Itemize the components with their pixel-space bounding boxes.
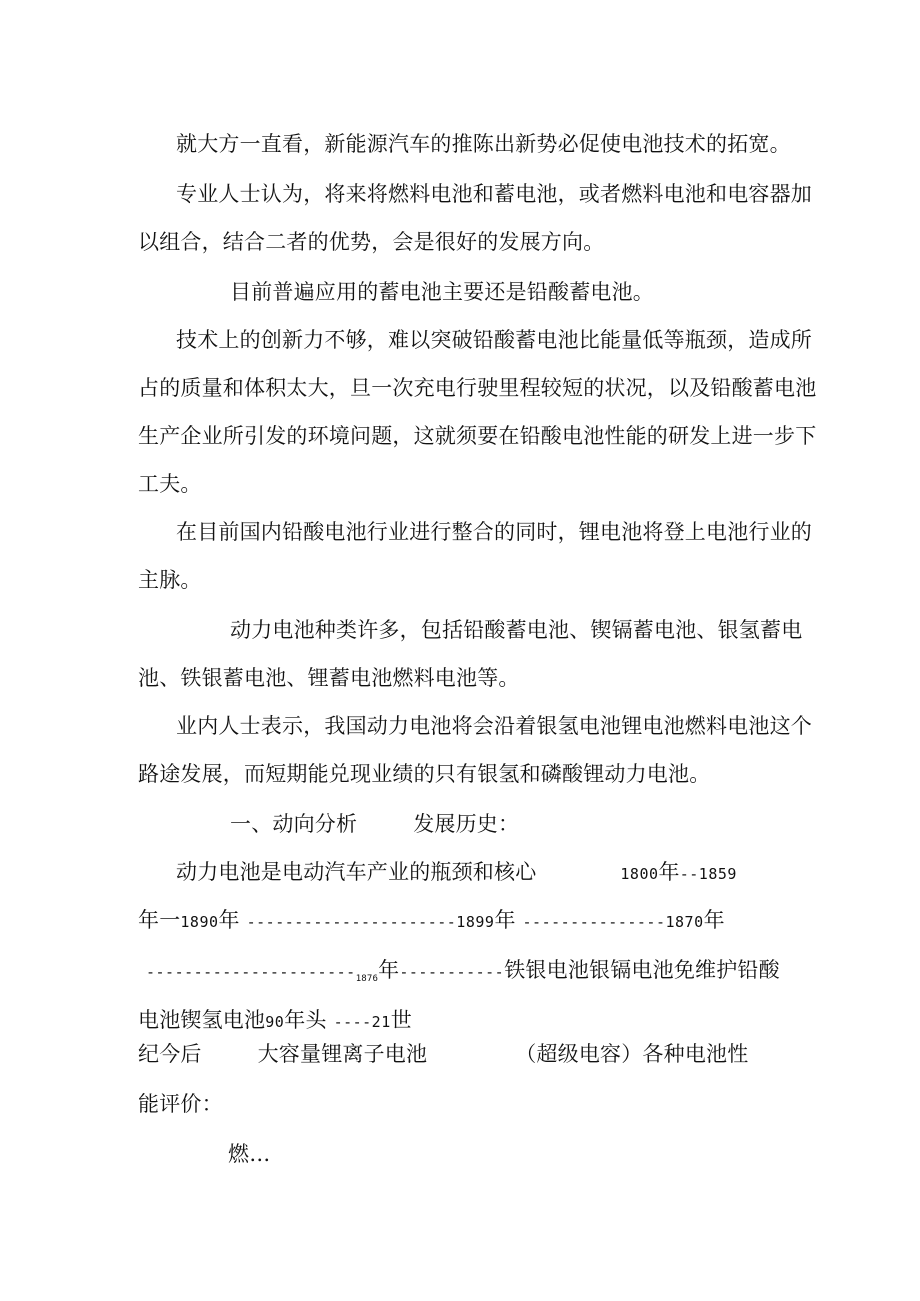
timeline-dash: --1859 — [679, 865, 737, 883]
year-90: 90 — [265, 1013, 285, 1031]
era-text: 年头 — [284, 1008, 327, 1032]
paragraph-6-line-2: 池、铁银蓄电池、锂蓄电池燃料电池等。 — [138, 666, 520, 690]
paragraph-2-line-1: 专业人士认为，将来将燃料电池和蓄电池，或者燃料电池和电容器加 — [176, 182, 812, 206]
history-intro-text: 动力电池是电动汽车产业的瓶颈和核心 — [176, 860, 537, 884]
paragraph-6-line-1: 动力电池种类许多，包括铅酸蓄电池、锲镉蓄电池、银氢蓄电 — [230, 618, 803, 642]
paragraph-4-line-1: 技术上的创新力不够，难以突破铅酸蓄电池比能量低等瓶颈，造成所 — [176, 328, 812, 352]
year-1876: 1876 — [355, 974, 379, 984]
battery-types-text: （超级电容）各种电池性 — [515, 1042, 749, 1066]
year-suffix: 年 — [703, 908, 725, 932]
year-suffix: 年 — [378, 958, 400, 982]
paragraph-5-line-1: 在目前国内铅酸电池行业进行整合的同时，锂电池将登上电池行业的 — [176, 520, 812, 544]
battery-types-text: 电池锲氢电池 — [138, 1008, 266, 1032]
year-suffix: 年 — [658, 860, 680, 884]
paragraph-7-line-1: 业内人士表示，我国动力电池将会沿着银氢电池锂电池燃料电池这个 — [176, 714, 812, 738]
year-suffix: 年一 — [138, 908, 181, 932]
section-heading-row — [230, 810, 519, 838]
history-row-1 — [176, 858, 737, 888]
section-heading: 一、动向分析 — [230, 812, 358, 836]
timeline-dash: ----21 — [333, 1013, 391, 1031]
paragraph-5-line-2: 主脉。 — [138, 568, 202, 592]
history-row-3 — [146, 956, 780, 989]
timeline-dash: ----------------------1899 — [246, 913, 495, 931]
history-row-6: 能评价： — [138, 1092, 223, 1116]
year-suffix: 年 — [218, 908, 240, 932]
history-heading: 发展历史： — [413, 812, 520, 836]
paragraph-4-line-3: 生产企业所引发的环境问题，这就须要在铅酸电池性能的研发上进一步下 — [138, 424, 817, 448]
history-row-5 — [138, 1040, 748, 1068]
history-row-4 — [138, 1006, 412, 1036]
year-suffix: 年 — [494, 908, 516, 932]
era-text: 纪今后 — [138, 1042, 202, 1066]
timeline-dash: ----------- — [399, 963, 505, 981]
paragraph-7-line-2: 路途发展，而短期能兑现业绩的只有银氢和磷酸锂动力电池。 — [138, 762, 711, 786]
paragraph-4-line-4: 工夫。 — [138, 472, 202, 496]
paragraph-2-line-2: 以组合，结合二者的优势，会是很好的发展方向。 — [138, 230, 605, 254]
century-text: 世 — [390, 1008, 412, 1032]
timeline-dash: ---------------1870 — [522, 913, 704, 931]
year-1800: 1800 — [620, 865, 659, 883]
paragraph-4-line-2: 占的质量和体积太大，旦一次充电行驶里程较短的状况，以及铅酸蓄电池 — [138, 376, 817, 400]
battery-types-text: 大容量锂离子电池 — [257, 1042, 428, 1066]
paragraph-1: 就大方一直看，新能源汽车的推陈出新势必促使电池技术的拓宽。 — [176, 132, 791, 156]
year-1890: 1890 — [180, 913, 219, 931]
history-row-7: 燃… — [228, 1142, 271, 1166]
timeline-dash: ---------------------- — [146, 963, 356, 981]
paragraph-3: 目前普遍应用的蓄电池主要还是铅酸蓄电池。 — [230, 280, 654, 304]
battery-types-text: 铁银电池银镉电池免维护铅酸 — [504, 958, 780, 982]
history-row-2 — [138, 906, 725, 936]
